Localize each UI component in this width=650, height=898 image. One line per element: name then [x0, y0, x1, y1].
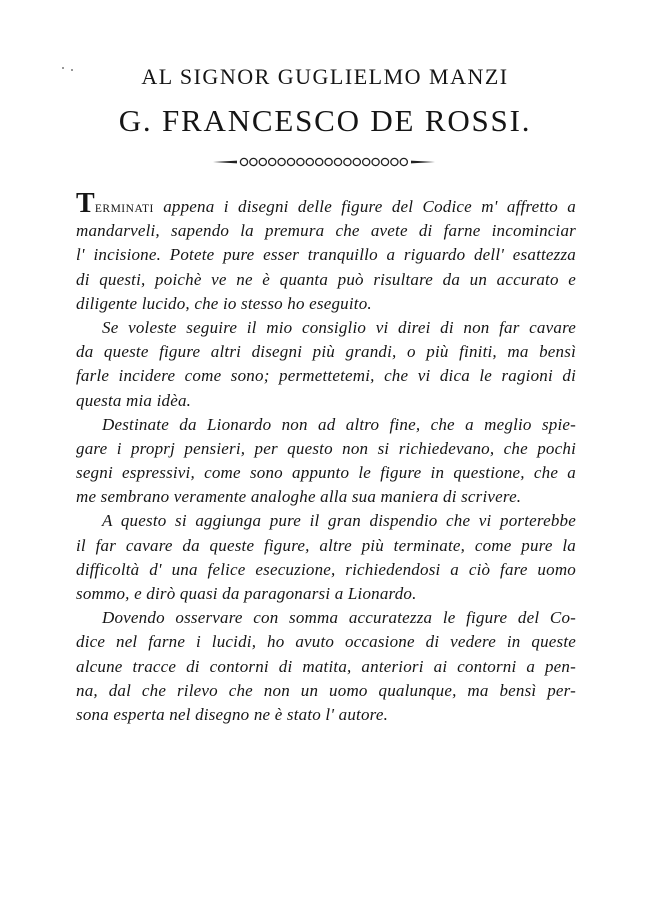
text-line: [76, 509, 576, 533]
line-text: gare i proprj pensieri, per questo non si richiedevano, che pochi: [76, 438, 576, 458]
line-text: di questi, poichè ve ne è quanta può risultare da un accurato e: [76, 269, 576, 289]
text-line: [76, 485, 576, 509]
text-line: [76, 364, 576, 388]
text-line: [76, 219, 576, 243]
line-text: da queste figure altri disegni più grandi, o più finiti, ma bensì: [76, 342, 576, 362]
text-line: [76, 679, 576, 703]
text-line: [76, 316, 576, 340]
text-line: [76, 703, 576, 727]
text-line: [76, 534, 576, 558]
line-text: l' incisione. Potete pure esser tranquillo a riguardo dell' esattezza: [76, 245, 576, 265]
line-text: Destinate da Lionardo non ad altro fine, che a meglio spie-: [102, 414, 576, 434]
text-line: [76, 389, 576, 413]
drop-cap: T: [76, 188, 95, 219]
text-line: [76, 413, 576, 437]
text-line: [76, 188, 576, 219]
text-line: [76, 630, 576, 654]
line-text: difficoltà d' una felice esecuzione, richiedendosi a ciò fare uomo: [76, 559, 576, 579]
letter-body: [76, 188, 576, 727]
text-line: [76, 243, 576, 267]
line-text: sona esperta nel disegno ne è stato l' autore.: [76, 704, 389, 724]
line-text: A questo si aggiunga pure il gran dispendio che vi porterebbe: [102, 511, 576, 531]
line-text: diligente lucido, che io stesso ho eseguito.: [76, 293, 372, 313]
line-text: segni espressivi, come sono appunto le figure in questione, che a: [76, 463, 576, 483]
text-line: [76, 606, 576, 630]
line-text: na, dal che rilevo che non un uomo qualunque, ma bensì per-: [76, 680, 576, 700]
line-text: dice nel farne i lucidi, ho avuto occasione di vedere in queste: [76, 632, 576, 652]
line-text: alcune tracce di contorni di matita, anteriori ai contorni a pen-: [76, 656, 576, 676]
text-line: [76, 268, 576, 292]
line-text: Dovendo osservare con somma accuratezza le figure del Co-: [102, 608, 576, 628]
line-text: mandarveli, sapendo la premura che avete di farne incominciar: [76, 221, 576, 241]
ornamental-divider-icon: [213, 155, 435, 169]
text-line: [76, 437, 576, 461]
line-text: farle incidere come sono; permettetemi, che vi dica le ragioni di: [76, 366, 576, 386]
line-text: il far cavare da queste figure, altre più terminate, come pure la: [76, 535, 576, 555]
text-line: [76, 655, 576, 679]
text-line: [76, 292, 576, 316]
line-text: sommo, e dirò quasi da paragonarsi a Lionardo.: [76, 584, 417, 603]
author-heading: G. FRANCESCO DE ROSSI.: [118, 103, 532, 138]
line-text: Se voleste seguire il mio consiglio vi direi di non far cavare: [102, 317, 576, 337]
text-line: [76, 582, 576, 606]
line-text: me sembrano veramente analoghe alla sua maniera di scrivere.: [76, 487, 522, 507]
dedication-heading: AL SIGNOR GUGLIELMO MANZI: [141, 64, 509, 89]
line-text: appena i disegni delle figure del Codice m' affretto a: [153, 197, 576, 216]
text-line: [76, 340, 576, 364]
text-line: [76, 558, 576, 582]
text-line: [76, 461, 576, 485]
line-text: questa mia idèa.: [76, 390, 192, 410]
first-word-small-caps: ERMINATI: [94, 203, 154, 215]
